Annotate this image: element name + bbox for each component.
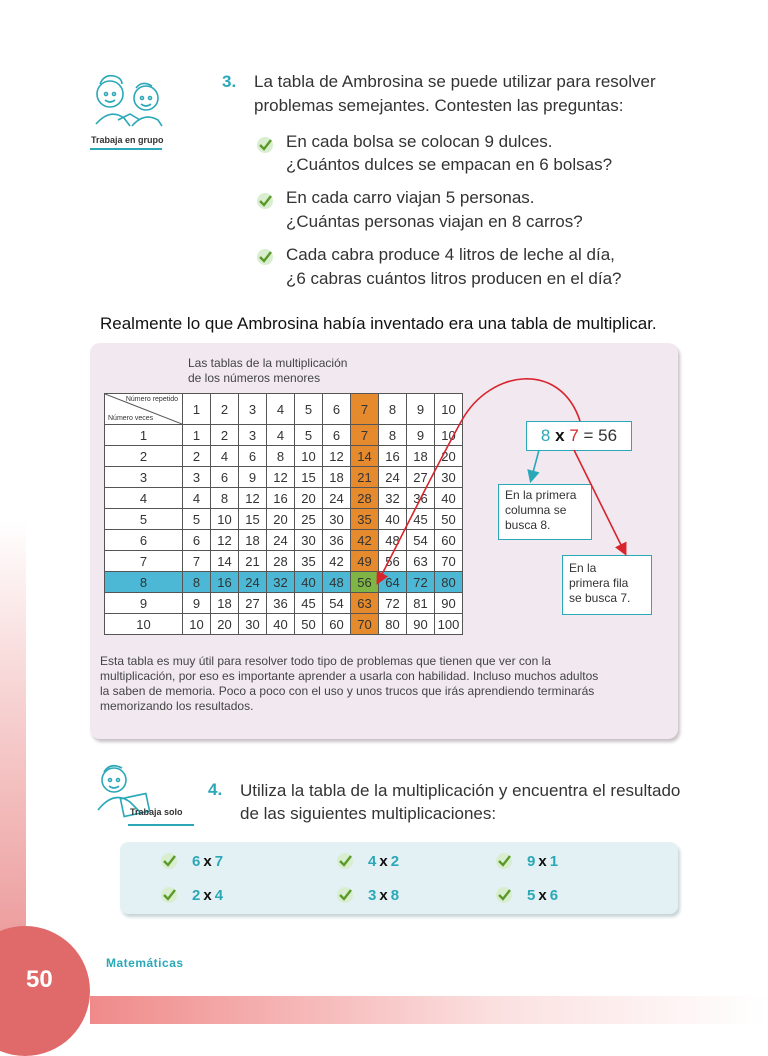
table-row-header: 4: [105, 488, 183, 509]
table-cell: 16: [267, 488, 295, 509]
table-cell: 21: [239, 551, 267, 572]
table-cell: 32: [379, 488, 407, 509]
table-cell: 12: [239, 488, 267, 509]
table-header-cell: 9: [407, 394, 435, 425]
table-row: [105, 425, 463, 446]
check-icon: [256, 248, 274, 266]
table-cell: 8: [211, 488, 239, 509]
table-row-header: 7: [105, 551, 183, 572]
callout-column-line2: columna se: [505, 503, 567, 517]
check-icon: [336, 886, 354, 904]
table-cell: 7: [183, 551, 211, 572]
exercise-op: x: [538, 853, 547, 870]
exercise-item: [527, 887, 558, 904]
bullet-2-line1: En cada carro viajan 5 personas.: [286, 188, 535, 207]
table-note: Esta tabla es muy útil para resolver todo tipo de problemas que tienen que ver con la multiplicación, por eso es importante aprender a usarla con habilidad. Incluso muchos adultos la saben de memoria. Poco a poco con el uso y unos trucos que irás aprendiendo terminarás memorizando los resultados.: [100, 654, 599, 713]
table-cell: 15: [239, 509, 267, 530]
table-row-header: 6: [105, 530, 183, 551]
exercise-b: 2: [390, 853, 400, 870]
exercise-op: x: [379, 887, 388, 904]
exercise-b: 1: [549, 853, 559, 870]
formula-result: = 56: [583, 426, 618, 445]
table-cell: 18: [239, 530, 267, 551]
table-cell: 3: [183, 467, 211, 488]
table-cell: 30: [239, 614, 267, 635]
exercise-b: 6: [549, 887, 559, 904]
table-cell: 3: [239, 425, 267, 446]
page-number: 50: [26, 966, 53, 993]
table-cell: 20: [295, 488, 323, 509]
table-cell: 6: [323, 425, 351, 446]
question-4-number: 4.: [208, 780, 223, 799]
table-cell: 6: [239, 446, 267, 467]
exercise-op: x: [379, 853, 388, 870]
table-cell: 24: [267, 530, 295, 551]
table-cell: 6: [211, 467, 239, 488]
exercise-item: [368, 853, 399, 870]
table-cell: 16: [379, 446, 407, 467]
table-cell: 6: [183, 530, 211, 551]
table-cell: 32: [267, 572, 295, 593]
question-4-line1: Utiliza la tabla de la multiplicación y encuentra el resultado: [240, 781, 681, 800]
table-cell: 8: [267, 446, 295, 467]
table-cell: 70: [435, 551, 463, 572]
table-cell: 48: [323, 572, 351, 593]
exercise-b: 7: [214, 853, 224, 870]
table-corner-cell: [105, 394, 183, 425]
table-row: [105, 614, 463, 635]
callout-row-line2: primera fila: [569, 576, 629, 590]
question-3-intro-line2: problemas semejantes. Contesten las preguntas:: [254, 96, 624, 115]
table-cell: 42: [323, 551, 351, 572]
group-work-underline: [90, 148, 162, 150]
table-cell: 10: [295, 446, 323, 467]
table-cell: 14: [211, 551, 239, 572]
table-cell: 25: [295, 509, 323, 530]
formula-a: 8: [540, 426, 551, 445]
table-cell: 9: [407, 425, 435, 446]
solo-work-underline: [128, 824, 194, 826]
table-header-cell: 7: [351, 394, 379, 425]
table-header-cell: 10: [435, 394, 463, 425]
exercise-op: x: [538, 887, 547, 904]
table-cell: 45: [295, 593, 323, 614]
table-cell: 24: [323, 488, 351, 509]
exercise-a: 6: [192, 853, 201, 870]
table-cell: 24: [379, 467, 407, 488]
exercise-a: 2: [192, 887, 201, 904]
table-cell: 49: [351, 551, 379, 572]
bottom-decor-band: [90, 996, 768, 1024]
table-cell: 36: [323, 530, 351, 551]
check-icon: [336, 852, 354, 870]
table-cell: 80: [435, 572, 463, 593]
table-cell: 30: [323, 509, 351, 530]
table-cell: 10: [435, 425, 463, 446]
table-cell: 90: [435, 593, 463, 614]
table-cell: 28: [351, 488, 379, 509]
table-cell: 15: [295, 467, 323, 488]
callout-row: [562, 555, 652, 615]
callout-column-line3: busca 8.: [505, 518, 551, 532]
table-title-line2: de los números menores: [188, 371, 321, 385]
exercise-item: [192, 853, 223, 870]
table-cell: 12: [211, 530, 239, 551]
table-cell: 10: [183, 614, 211, 635]
table-cell: 5: [183, 509, 211, 530]
check-icon: [256, 136, 274, 154]
table-cell: 27: [407, 467, 435, 488]
exercise-b: 4: [214, 887, 224, 904]
formula-op: x: [555, 426, 565, 445]
multiplication-table: [104, 393, 463, 635]
exercise-a: 9: [527, 853, 536, 870]
solo-work-label: Trabaja solo: [130, 807, 183, 817]
exercise-op: x: [203, 887, 212, 904]
table-cell: 40: [295, 572, 323, 593]
table-cell: 28: [267, 551, 295, 572]
table-title: [188, 356, 347, 386]
table-row-header: 9: [105, 593, 183, 614]
table-cell: 4: [267, 425, 295, 446]
table-cell: 50: [435, 509, 463, 530]
table-row-header: 1: [105, 425, 183, 446]
table-cell: 42: [351, 530, 379, 551]
table-row: [105, 572, 463, 593]
table-cell: 30: [435, 467, 463, 488]
table-cell: 18: [211, 593, 239, 614]
callout-column-line1: En la primera: [505, 488, 577, 502]
table-cell: 63: [407, 551, 435, 572]
table-cell: 72: [379, 593, 407, 614]
corner-label-times: Número veces: [108, 415, 154, 422]
table-header-cell: 8: [379, 394, 407, 425]
table-cell: 90: [407, 614, 435, 635]
callout-column: [498, 484, 592, 540]
subject-label: Matemáticas: [106, 956, 184, 970]
table-cell: 21: [351, 467, 379, 488]
table-row: [105, 446, 463, 467]
formula-box: [526, 421, 632, 451]
table-cell: 20: [267, 509, 295, 530]
table-cell: 12: [267, 467, 295, 488]
table-header-cell: 6: [323, 394, 351, 425]
table-cell: 16: [211, 572, 239, 593]
table-row: [105, 593, 463, 614]
table-row-header: 3: [105, 467, 183, 488]
table-cell: 12: [323, 446, 351, 467]
solo-work-icon: [92, 760, 184, 828]
table-cell: 36: [267, 593, 295, 614]
table-cell: 60: [323, 614, 351, 635]
table-header-cell: 4: [267, 394, 295, 425]
table-header-cell: 3: [239, 394, 267, 425]
group-work-label: Trabaja en grupo: [91, 135, 164, 145]
table-header-cell: 2: [211, 394, 239, 425]
exercise-a: 5: [527, 887, 536, 904]
check-icon: [160, 886, 178, 904]
exercise-b: 8: [390, 887, 400, 904]
table-row: [105, 530, 463, 551]
table-row: [105, 551, 463, 572]
table-cell: 36: [407, 488, 435, 509]
table-cell: 8: [379, 425, 407, 446]
table-cell: 72: [407, 572, 435, 593]
table-cell: 14: [351, 446, 379, 467]
table-cell: 4: [183, 488, 211, 509]
bullet-1-line1: En cada bolsa se colocan 9 dulces.: [286, 132, 553, 151]
callout-row-line3: se busca 7.: [569, 591, 631, 605]
question-3-intro-line1: La tabla de Ambrosina se puede utilizar para resolver: [254, 72, 656, 91]
check-icon: [495, 886, 513, 904]
section-heading: Realmente lo que Ambrosina había inventado era una tabla de multiplicar.: [100, 314, 657, 333]
question-3-number: 3.: [222, 72, 237, 91]
table-cell: 54: [323, 593, 351, 614]
table-cell: 20: [211, 614, 239, 635]
exercise-item: [527, 853, 558, 870]
table-cell: 2: [183, 446, 211, 467]
table-cell: 56: [379, 551, 407, 572]
table-row-header: 2: [105, 446, 183, 467]
table-cell: 18: [407, 446, 435, 467]
formula-b: 7: [569, 426, 579, 445]
table-cell: 1: [183, 425, 211, 446]
table-cell: 45: [407, 509, 435, 530]
table-header-cell: 5: [295, 394, 323, 425]
table-cell: 80: [379, 614, 407, 635]
exercise-op: x: [203, 853, 212, 870]
table-cell: 4: [211, 446, 239, 467]
table-cell: 40: [267, 614, 295, 635]
table-cell: 24: [239, 572, 267, 593]
table-row: [105, 467, 463, 488]
table-row-header: 10: [105, 614, 183, 635]
table-cell: 9: [239, 467, 267, 488]
table-cell: 100: [435, 614, 463, 635]
table-cell: 60: [435, 530, 463, 551]
callout-row-line1: En la: [569, 561, 597, 575]
table-cell: 81: [407, 593, 435, 614]
table-cell: 27: [239, 593, 267, 614]
table-cell: 18: [323, 467, 351, 488]
bullet-2-line2: ¿Cuántas personas viajan en 8 carros?: [286, 212, 583, 231]
exercise-item: [368, 887, 399, 904]
table-row: [105, 488, 463, 509]
question-4-line2: de las siguientes multiplicaciones:: [240, 804, 497, 823]
table-cell: 30: [295, 530, 323, 551]
table-row-header: 5: [105, 509, 183, 530]
table-cell: 64: [379, 572, 407, 593]
exercise-a: 3: [368, 887, 377, 904]
table-cell: 35: [351, 509, 379, 530]
bullet-3-line1: Cada cabra produce 4 litros de leche al día,: [286, 245, 615, 264]
table-cell: 40: [379, 509, 407, 530]
table-cell: 5: [295, 425, 323, 446]
bullet-3-line2: ¿6 cabras cuántos litros producen en el día?: [286, 269, 622, 288]
check-icon: [160, 852, 178, 870]
bullet-1-line2: ¿Cuántos dulces se empacan en 6 bolsas?: [286, 155, 613, 174]
table-cell: 35: [295, 551, 323, 572]
table-cell: 40: [435, 488, 463, 509]
table-cell: 20: [435, 446, 463, 467]
table-cell: 8: [183, 572, 211, 593]
table-cell: 10: [211, 509, 239, 530]
table-cell: 48: [379, 530, 407, 551]
table-row-header: 8: [105, 572, 183, 593]
check-icon: [256, 192, 274, 210]
exercise-a: 4: [368, 853, 377, 870]
table-header-cell: 1: [183, 394, 211, 425]
table-cell: 70: [351, 614, 379, 635]
table-cell: 54: [407, 530, 435, 551]
corner-label-repeated: Número repetido: [125, 396, 178, 403]
table-cell: 9: [183, 593, 211, 614]
table-cell: 56: [351, 572, 379, 593]
table-cell: 7: [351, 425, 379, 446]
check-icon: [495, 852, 513, 870]
table-cell: 63: [351, 593, 379, 614]
table-title-line1: Las tablas de la multiplicación: [188, 356, 348, 370]
table-cell: 2: [211, 425, 239, 446]
table-row: [105, 509, 463, 530]
table-cell: 50: [295, 614, 323, 635]
exercise-item: [192, 887, 223, 904]
